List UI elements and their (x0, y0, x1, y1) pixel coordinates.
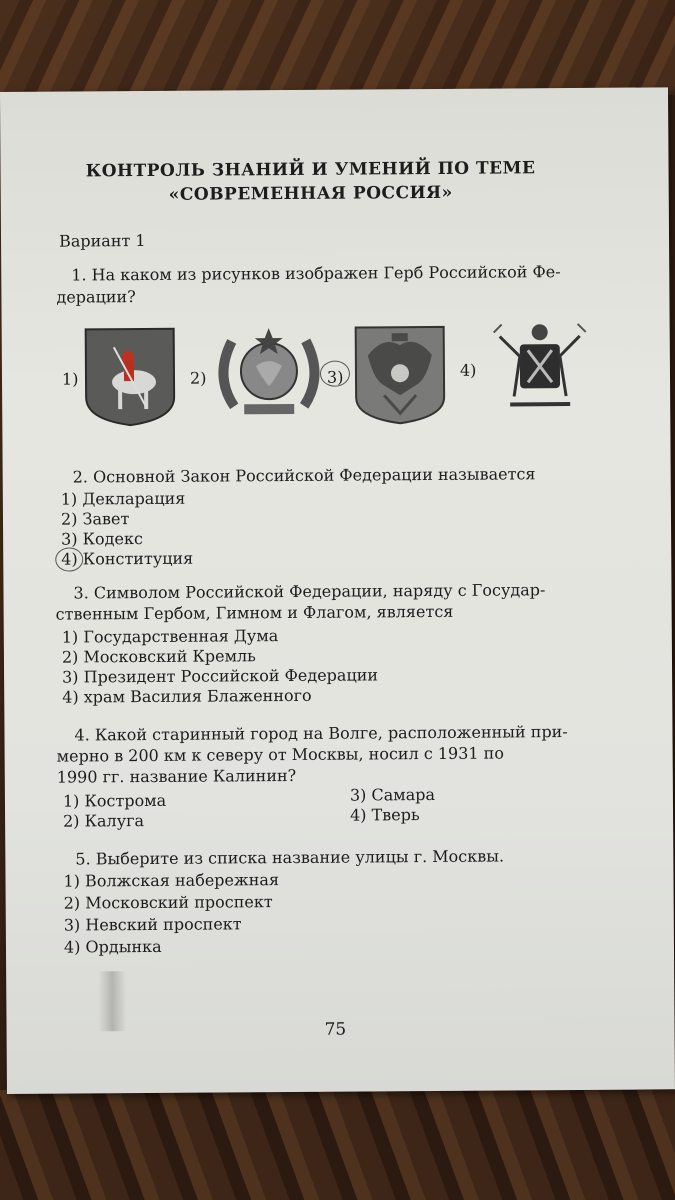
textbook-page (0, 87, 675, 1094)
q5-option-1: 1) Волжская набережная (63, 870, 280, 891)
russia-coat-of-arms-icon (354, 325, 447, 426)
rug-background-bottom (0, 1090, 675, 1200)
page-number: 75 (324, 1019, 347, 1040)
q5-option-4: 4) Ордынка (63, 936, 162, 957)
q2-option-4: 4) Конституция (61, 548, 194, 569)
q4-line3: 1990 гг. название Калинин? (56, 765, 297, 787)
q5-option-3: 3) Невский проспект (63, 914, 242, 935)
q5-question: 5. Выберите из списка название улицы г. Москвы. (75, 846, 505, 869)
q1-line1: 1. На каком из рисунков изображен Герб Российской Фе- (71, 262, 561, 285)
q1-option-2: 2) (189, 368, 207, 388)
moscow-coat-of-arms-icon (84, 327, 177, 428)
q3-line2: ственным Гербом, Гимном и Флагом, является (55, 601, 454, 624)
answer-circle-q2 (55, 547, 83, 571)
q1-option-3: 3) (326, 367, 344, 387)
q4-option-4: 4) Тверь (349, 805, 420, 825)
variant-label: Вариант 1 (58, 230, 146, 251)
page-title-line2: «СОВРЕМЕННАЯ РОССИЯ» (168, 182, 453, 205)
rug-background-top (0, 0, 675, 95)
q3-option-3: 3) Президент Российской Федерации (62, 665, 379, 687)
ussr-coat-of-arms-icon (214, 326, 325, 422)
q4-option-3: 3) Самара (349, 784, 436, 805)
page-shadow (98, 971, 126, 1031)
q3-line1: 3. Символом Российской Федерации, наряду с Государ- (73, 580, 546, 603)
q1-option-1: 1) (61, 369, 79, 389)
answer-circle-q1 (320, 361, 350, 387)
q2-option-2: 2) Завет (60, 509, 130, 529)
q4-line1: 4. Какой старинный город на Волге, расположенный при- (74, 722, 568, 745)
st-petersburg-coat-of-arms-icon (490, 316, 591, 417)
q2-option-3: 3) Кодекс (61, 529, 143, 549)
q3-option-1: 1) Государственная Дума (61, 626, 279, 647)
page-title-line1: КОНТРОЛЬ ЗНАНИЙ И УМЕНИЙ ПО ТЕМЕ (85, 158, 536, 182)
q4-line2: мерно в 200 км к северу от Москвы, носил с 1931 по (56, 743, 505, 766)
q3-option-2: 2) Московский Кремль (61, 646, 256, 667)
q1-option-4: 4) (459, 360, 477, 380)
q5-option-2: 2) Московский проспект (63, 892, 273, 913)
q4-option-1: 1) Кострома (62, 790, 167, 811)
q1-line2: дерации? (56, 287, 136, 307)
q2-option-1: 1) Декларация (60, 488, 186, 509)
q4-option-2: 2) Калуга (63, 811, 145, 831)
q2-question: 2. Основной Закон Российской Федерации называется (72, 464, 536, 487)
q3-option-4: 4) храм Василия Блаженного (62, 685, 312, 707)
